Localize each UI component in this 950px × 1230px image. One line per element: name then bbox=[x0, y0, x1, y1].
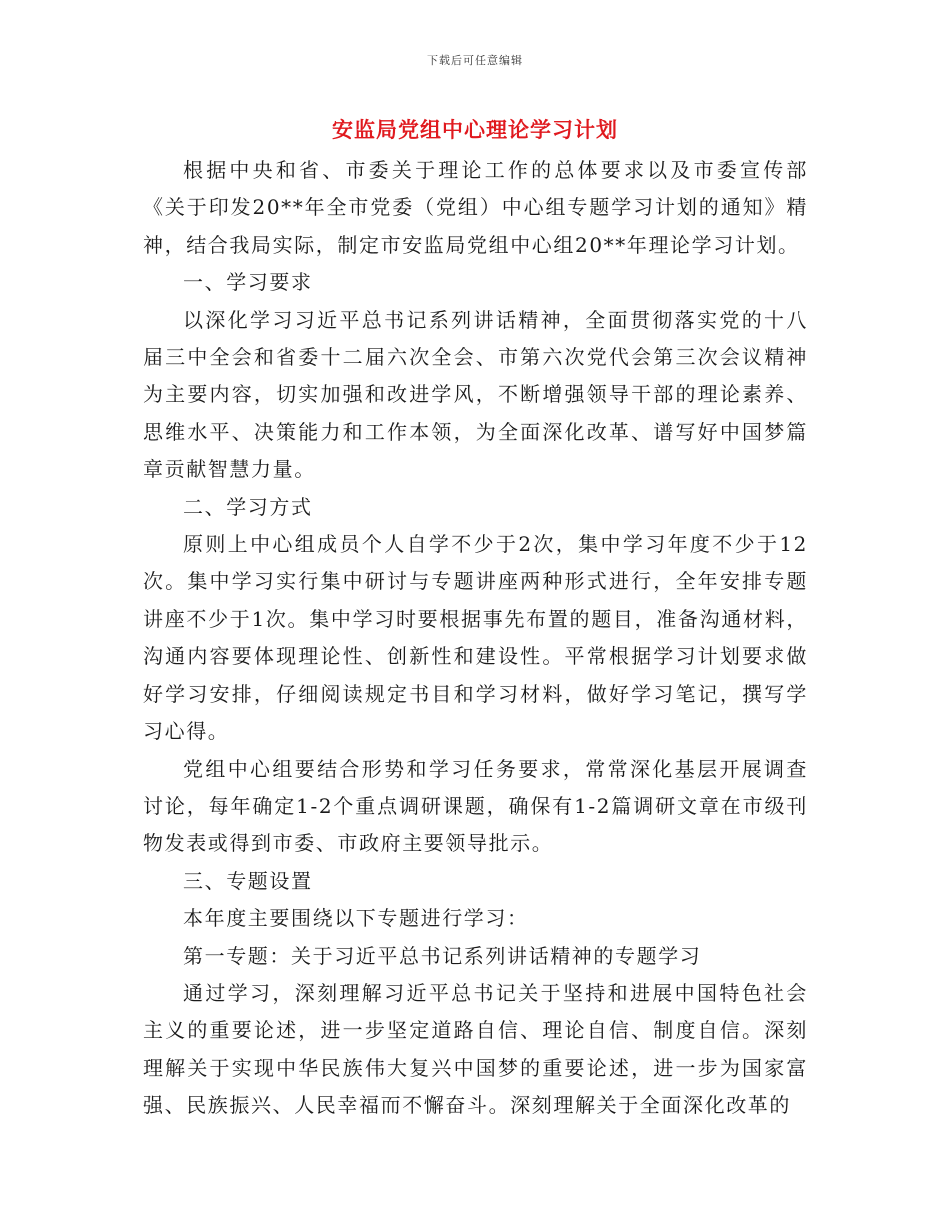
section-heading-requirements: 一、学习要求 bbox=[183, 270, 313, 295]
paragraph-requirements: 以深化学习习近平总书记系列讲话精神，全面贯彻落实党的十八届三中全会和省委十二届六次全会、市第六次党代会第三次会议精神为主要内容，切实加强和改进学风，不断增强领导干部的理论素养、思维水平、决策能力和工作本领，为全面深化改革、谱写好中国梦篇章贡献智慧力量。 bbox=[143, 307, 808, 482]
paragraph-intro: 根据中央和省、市委关于理论工作的总体要求以及市委宣传部《关于印发20**年全市党委（党组）中心组专题学习计划的通知》精神，结合我局实际，制定市安监局党组中心组20**年理论学习计划。 bbox=[143, 158, 808, 257]
section-heading-topics: 三、专题设置 bbox=[183, 868, 313, 893]
paragraph-topics-intro: 本年度主要围绕以下专题进行学习： bbox=[183, 906, 529, 931]
topic-one-heading: 第一专题：关于习近平总书记系列讲话精神的专题学习 bbox=[183, 943, 702, 968]
section-heading-methods: 二、学习方式 bbox=[183, 494, 313, 519]
paragraph-methods: 原则上中心组成员个人自学不少于2次，集中学习年度不少于12次。集中学习实行集中研讨与专题讲座两种形式进行，全年安排专题讲座不少于1次。集中学习时要根据事先布置的题目，准备沟通材料，沟通内容要体现理论性、创新性和建设性。平常根据学习计划要求做好学习安排，仔细阅读规定书目和学习材料，做好学习笔记，撰写学习心得。 bbox=[143, 532, 808, 744]
document-body bbox=[143, 152, 808, 1125]
document-title: 安监局党组中心理论学习计划 bbox=[332, 117, 618, 142]
paragraph-research: 党组中心组要结合形势和学习任务要求，常常深化基层开展调查讨论，每年确定1-2个重点调研课题，确保有1-2篇调研文章在市级刊物发表或得到市委、市政府主要领导批示。 bbox=[143, 756, 808, 856]
page-header-note: 下载后可任意编辑 bbox=[427, 54, 523, 67]
paragraph-topic-one: 通过学习，深刻理解习近平总书记关于坚持和进展中国特色社会主义的重要论述，进一步坚定道路自信、理论自信、制度自信。深刻理解关于实现中华民族伟大复兴中国梦的重要论述，进一步为国家富强、民族振兴、人民幸福而不懈奋斗。深刻理解关于全面深化改革的 bbox=[143, 980, 808, 1118]
